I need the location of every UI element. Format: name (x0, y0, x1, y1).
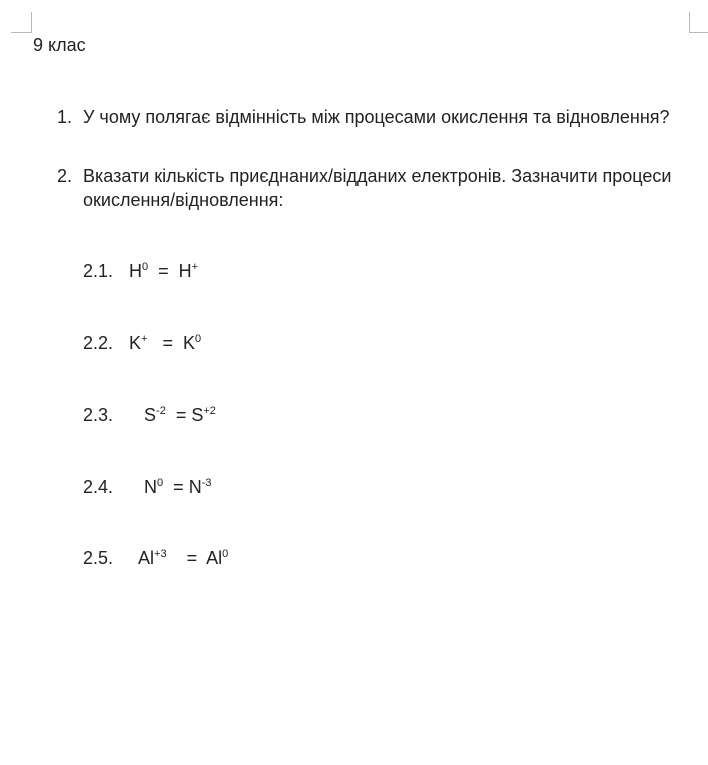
equation-2-1 (83, 259, 198, 283)
right-symbol: S (191, 405, 204, 425)
left-symbol: K (129, 333, 142, 353)
equation-number: 2.2. (83, 333, 114, 353)
left-symbol: N (144, 477, 158, 497)
equation-number: 2.5. (83, 548, 114, 568)
question-text: У чому полягає відмінність між процесами окислення та відновлення? (83, 107, 670, 127)
question-number: 2. (57, 166, 73, 186)
equation-2-5 (83, 546, 228, 570)
page-corner-mark-top-right (689, 12, 708, 33)
equation-number: 2.4. (83, 477, 114, 497)
right-charge: + (191, 261, 199, 273)
right-charge: -3 (201, 477, 212, 489)
right-symbol: N (188, 477, 202, 497)
equation-number: 2.1. (83, 261, 114, 281)
right-symbol: Al (206, 548, 223, 568)
left-charge: -2 (156, 405, 166, 417)
left-charge: 0 (157, 477, 164, 489)
question-number: 1. (57, 107, 73, 127)
right-symbol: H (178, 261, 192, 281)
left-symbol: S (144, 405, 157, 425)
equals-sign: = (162, 333, 173, 353)
right-charge: +2 (203, 405, 216, 417)
question-2 (57, 164, 677, 212)
right-symbol: K (183, 333, 196, 353)
left-symbol: H (129, 261, 142, 281)
equals-sign: = (173, 477, 184, 497)
left-charge: +3 (154, 548, 167, 560)
left-symbol: Al (138, 548, 155, 568)
equation-2-4 (83, 475, 211, 499)
equals-sign: = (175, 405, 187, 425)
equation-number: 2.3. (83, 405, 114, 425)
right-charge: 0 (195, 333, 202, 345)
left-charge: 0 (142, 261, 149, 273)
equals-sign: = (186, 548, 198, 568)
page-corner-mark-top-left (11, 12, 32, 33)
equation-2-2 (83, 331, 201, 355)
question-text: Вказати кількість приєднаних/відданих електронів. Зазначити процеси окислення/відновлення: (83, 166, 672, 210)
right-charge: 0 (222, 548, 229, 560)
left-charge: + (141, 333, 148, 345)
equation-2-3 (83, 403, 216, 427)
document-title: 9 клас (33, 35, 86, 55)
question-1 (57, 105, 677, 129)
equals-sign: = (158, 261, 169, 281)
